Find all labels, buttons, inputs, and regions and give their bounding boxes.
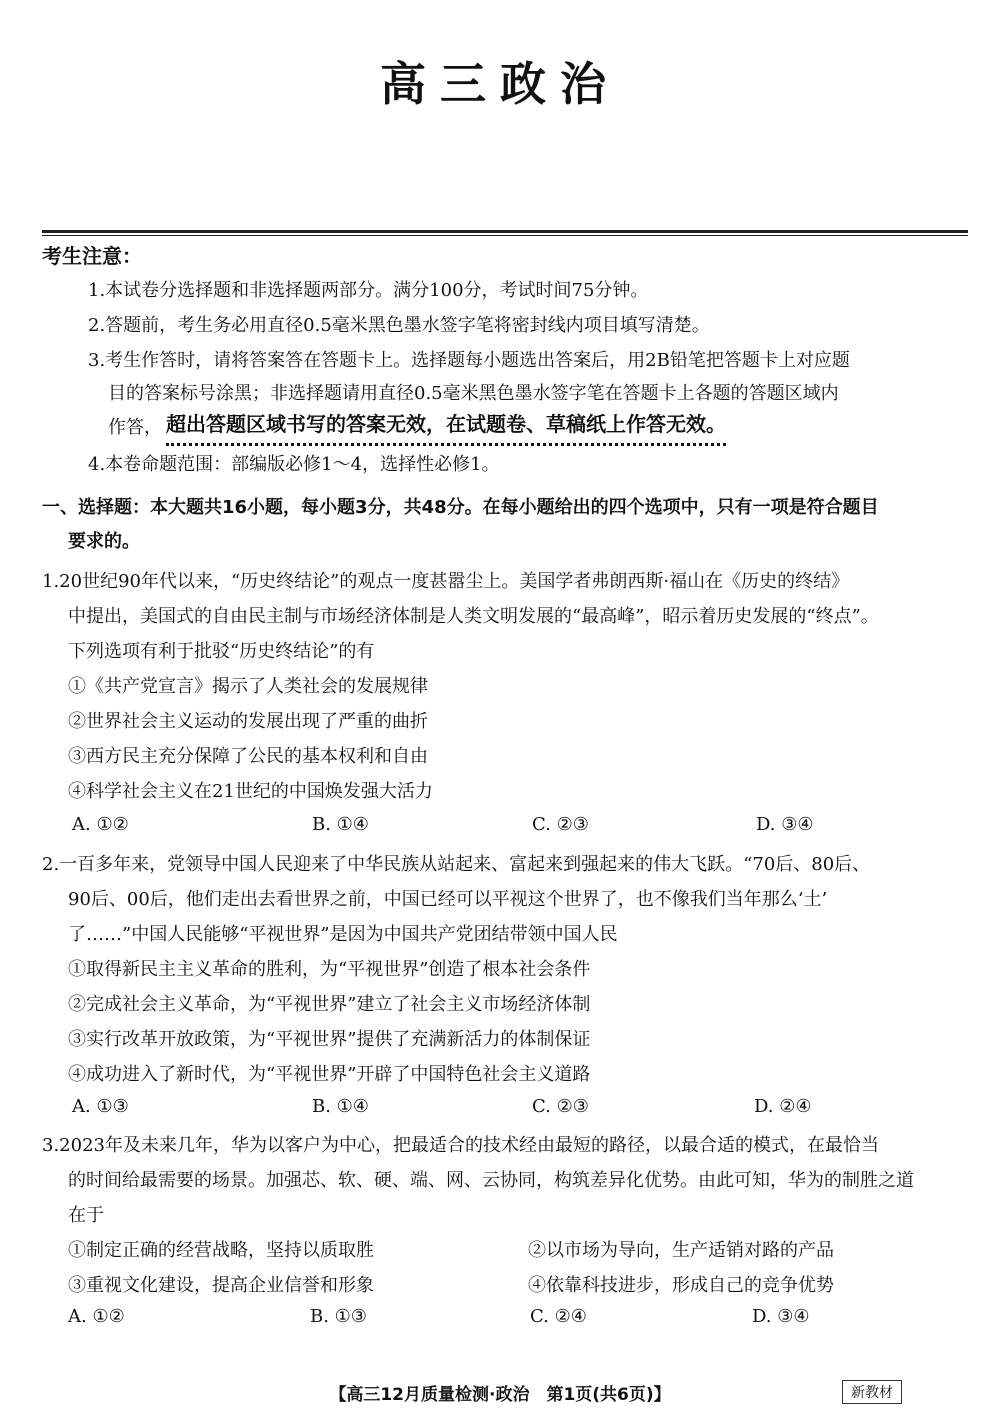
option-a[interactable]: A. ①③: [72, 1096, 129, 1117]
notice-item: 1.本试卷分选择题和非选择题两部分。满分100分，考试时间75分钟。: [88, 280, 649, 301]
option-d[interactable]: D. ②④: [754, 1096, 812, 1117]
notice-emphasis: 超出答题区域书写的答案无效，在试题卷、草稿纸上作答无效。: [166, 408, 726, 446]
notice-item: 4.本卷命题范围：部编版必修1～4，选择性必修1。: [88, 454, 500, 475]
notice-item: 2.答题前，考生务必用直径0.5毫米黑色墨水签字笔将密封线内项目填写清楚。: [88, 315, 710, 336]
section-heading-cont: 要求的。: [68, 531, 140, 552]
question-stem: 的时间给最需要的场景。加强芯、软、硬、端、网、云协同，构筑差异化优势。由此可知，华为的制胜之道: [68, 1170, 914, 1191]
header-rule-thin: [42, 235, 968, 236]
option-c[interactable]: C. ②③: [532, 1096, 589, 1117]
statement: ④科学社会主义在21世纪的中国焕发强大活力: [68, 781, 433, 802]
section-heading: 一、选择题：本大题共16小题，每小题3分，共48分。在每小题给出的四个选项中，只有一项是符合题目: [42, 497, 879, 518]
option-c[interactable]: C. ②④: [530, 1306, 587, 1327]
option-b[interactable]: B. ①④: [312, 1096, 369, 1117]
statement: ①取得新民主主义革命的胜利，为“平视世界”创造了根本社会条件: [68, 959, 591, 980]
statement: ③重视文化建设，提高企业信誉和形象: [68, 1275, 374, 1296]
footer-tag: 新教材: [842, 1380, 902, 1404]
question-stem: 了……”中国人民能够“平视世界”是因为中国共产党团结带领中国人民: [68, 924, 618, 945]
question-stem: 90后、00后，他们走出去看世界之前，中国已经可以平视这个世界了，也不像我们当年那么‘土’: [68, 889, 828, 910]
question-stem: 下列选项有利于批驳“历史终结论”的有: [68, 641, 375, 662]
question-stem: 3.2023年及未来几年，华为以客户为中心，把最适合的技术经由最短的路径，以最合适的模式，在最恰当: [42, 1135, 879, 1156]
notice-item: 目的答案标号涂黑；非选择题请用直径0.5毫米黑色墨水签字笔在答题卡上各题的答题区域内: [108, 383, 839, 404]
statement: ①制定正确的经营战略，坚持以质取胜: [68, 1240, 374, 1261]
page-title: 高三政治: [380, 57, 620, 111]
statement: ②世界社会主义运动的发展出现了严重的曲折: [68, 711, 428, 732]
statement: ③西方民主充分保障了公民的基本权利和自由: [68, 746, 428, 767]
option-a[interactable]: A. ①②: [72, 814, 129, 835]
question-stem: 2.一百多年来，党领导中国人民迎来了中华民族从站起来、富起来到强起来的伟大飞跃。“70后、80后、: [42, 854, 871, 875]
option-b[interactable]: B. ①④: [312, 814, 369, 835]
page-footer: 【高三12月质量检测·政治 第1页(共6页)】: [329, 1385, 671, 1405]
option-d[interactable]: D. ③④: [756, 814, 814, 835]
statement: ②完成社会主义革命，为“平视世界”建立了社会主义市场经济体制: [68, 994, 591, 1015]
statement: ④成功进入了新时代，为“平视世界”开辟了中国特色社会主义道路: [68, 1064, 591, 1085]
header-rule: [42, 230, 968, 233]
question-stem: 1.20世纪90年代以来，“历史终结论”的观点一度甚嚣尘上。美国学者弗朗西斯·福山在《历史的终结》: [42, 571, 850, 592]
option-b[interactable]: B. ①③: [310, 1306, 367, 1327]
statement: ②以市场为导向，生产适销对路的产品: [528, 1240, 834, 1261]
question-stem: 中提出，美国式的自由民主制与市场经济体制是人类文明发展的“最高峰”，昭示着历史发展的“终点”。: [68, 606, 879, 627]
statement: ①《共产党宣言》揭示了人类社会的发展规律: [68, 676, 428, 697]
notice-heading: 考生注意：: [42, 244, 142, 268]
question-stem: 在于: [68, 1205, 104, 1226]
option-d[interactable]: D. ③④: [752, 1306, 810, 1327]
statement: ③实行改革开放政策，为“平视世界”提供了充满新活力的体制保证: [68, 1029, 591, 1050]
option-a[interactable]: A. ①②: [68, 1306, 125, 1327]
option-c[interactable]: C. ②③: [532, 814, 589, 835]
notice-item: 3.考生作答时，请将答案答在答题卡上。选择题每小题选出答案后，用2B铅笔把答题卡上对应题: [88, 350, 850, 371]
statement: ④依靠科技进步，形成自己的竞争优势: [528, 1275, 834, 1296]
notice-item: 作答，: [108, 417, 162, 438]
